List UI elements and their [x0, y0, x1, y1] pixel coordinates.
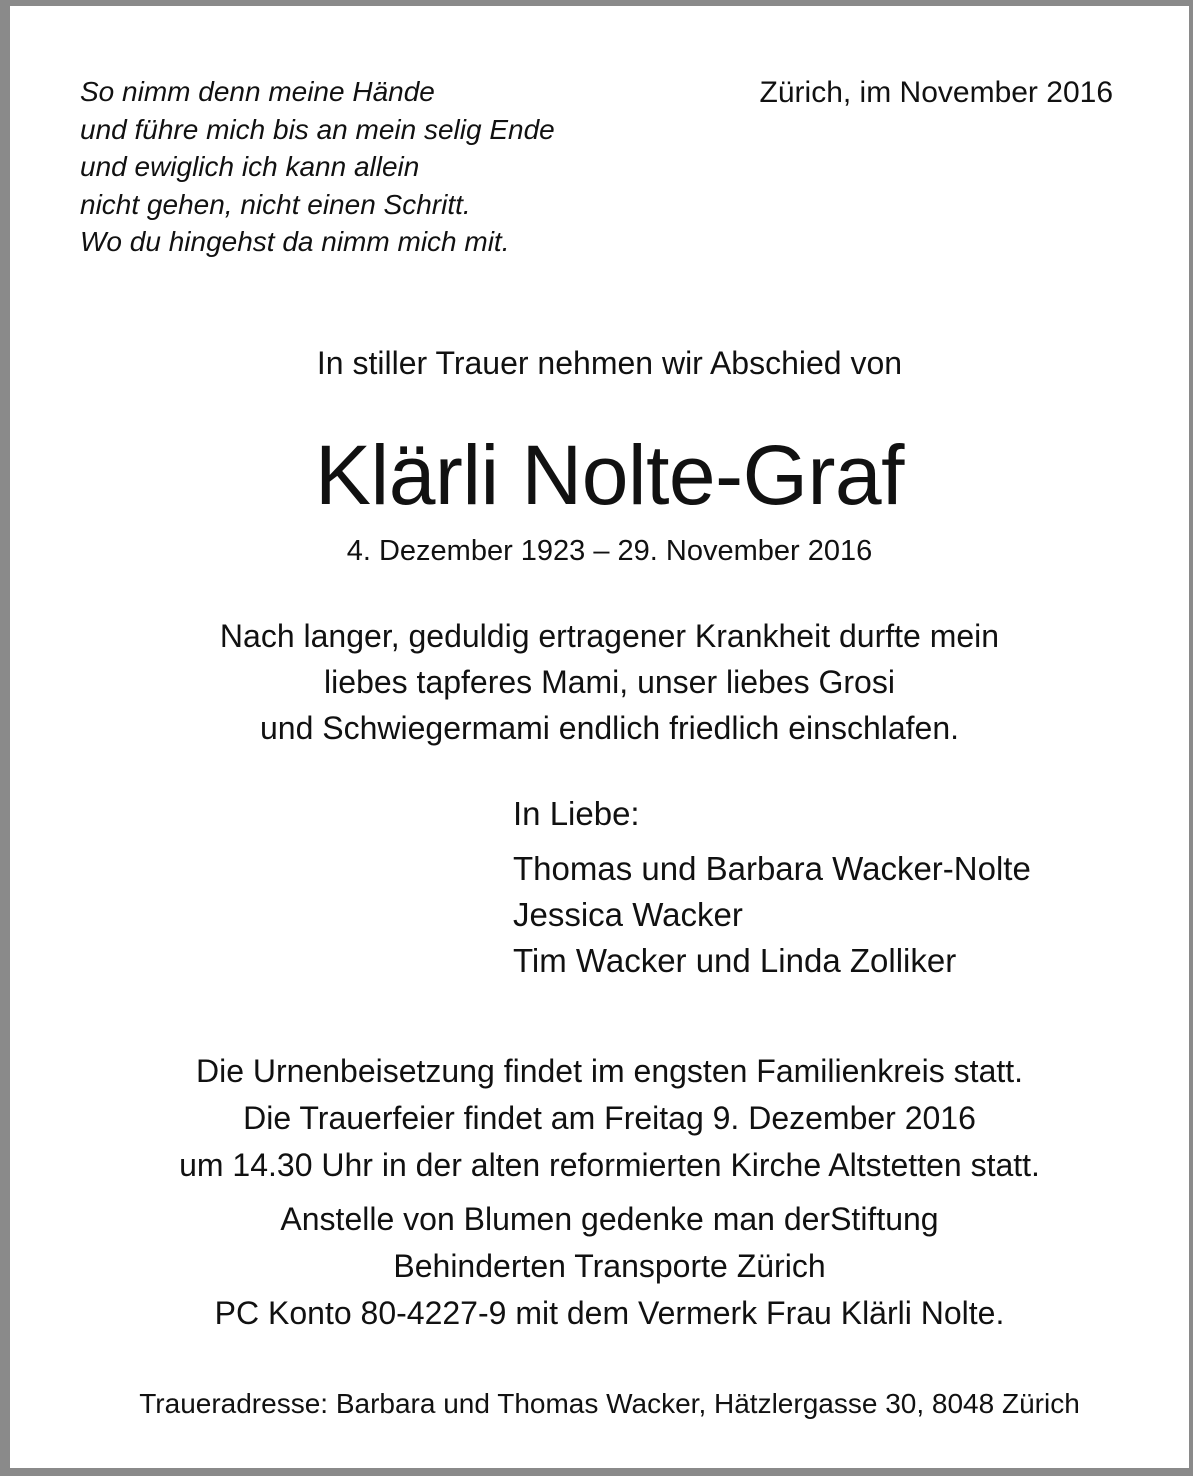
donation-line: Behinderten Transporte Zürich: [393, 1248, 826, 1284]
poem: [80, 73, 555, 261]
deceased-name: Klärli Nolte-Graf: [315, 428, 904, 522]
poem-line: Wo du hingehst da nimm mich mit.: [80, 226, 510, 257]
poem-line: und führe mich bis an mein selig Ende: [80, 113, 555, 145]
message-line: liebes tapferes Mami, unser liebes Grosi: [324, 664, 895, 700]
intro-line: In stiller Trauer nehmen wir Abschied von: [316, 345, 903, 381]
donation-line: Anstelle von Blumen gedenke man derStiftung: [280, 1201, 939, 1237]
poem-line: und ewiglich ich kann allein: [80, 151, 420, 182]
ceremony-line: Die Trauerfeier findet am Freitag 9. Dezember 2016: [243, 1100, 976, 1136]
family-member: Thomas und Barbara Wacker-Nolte: [513, 850, 1031, 887]
lifespan: 4. Dezember 1923 – 29. November 2016: [346, 535, 873, 567]
family-signatures: [513, 794, 1031, 984]
donation-info: [20, 1196, 1193, 1337]
place-date: Zürich, im November 2016: [759, 76, 1113, 109]
family-member: Jessica Wacker: [513, 896, 743, 933]
family-member: Tim Wacker und Linda Zolliker: [513, 942, 957, 979]
family-members: [513, 846, 1031, 984]
message: [20, 613, 1193, 751]
poem-line: So nimm denn meine Hände: [80, 76, 435, 107]
ceremony-line: um 14.30 Uhr in der alten reformierten Kirche Altstetten statt.: [179, 1147, 1040, 1183]
donation-line: PC Konto 80-4227-9 mit dem Vermerk Frau Klärli Nolte.: [214, 1295, 1005, 1331]
poem-line: nicht gehen, nicht einen Schritt.: [80, 188, 471, 220]
family-heading: In Liebe:: [513, 795, 640, 832]
ceremony-info: [20, 1048, 1193, 1189]
message-line: und Schwiegermami endlich friedlich einschlafen.: [259, 710, 960, 746]
message-line: Nach langer, geduldig ertragener Krankheit durfte mein: [219, 618, 1000, 654]
ceremony-line: Die Urnenbeisetzung findet im engsten Familienkreis statt.: [195, 1053, 1024, 1089]
mourning-address: Traueradresse: Barbara und Thomas Wacker, Hätzlergasse 30, 8048 Zürich: [139, 1388, 1080, 1419]
